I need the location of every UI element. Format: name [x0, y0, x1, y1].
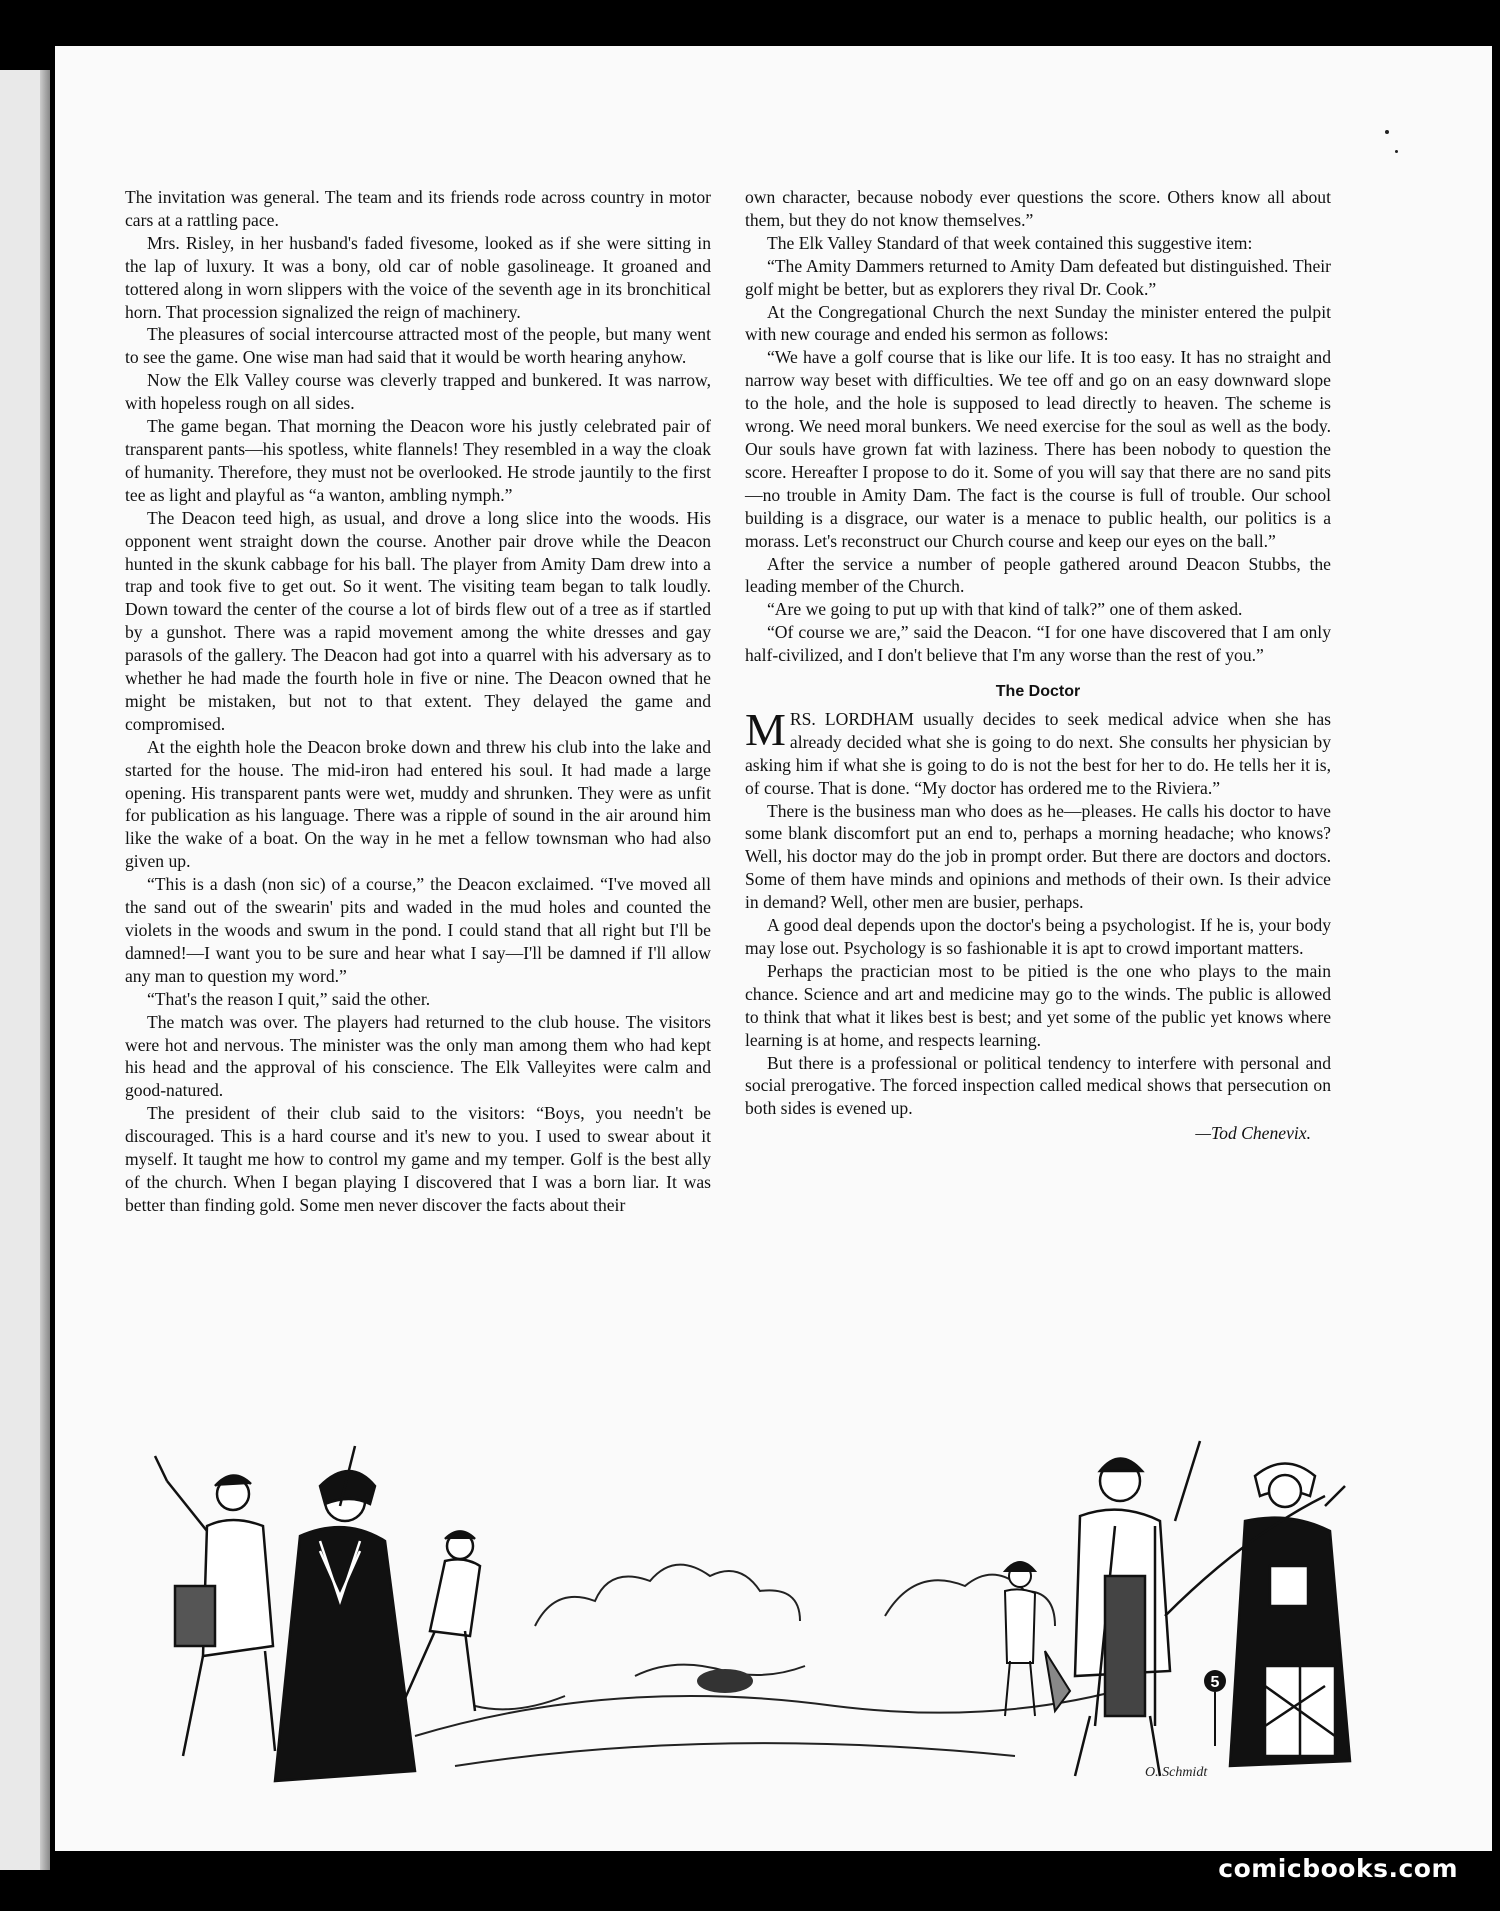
right-column: [745, 186, 1331, 1145]
golfer-man-left: [155, 1456, 275, 1756]
paragraph: But there is a professional or political tendency to interfere with personal and social prerogative. The forced inspection called medical shows that persecution on both sides is evened up.: [745, 1052, 1331, 1119]
paragraph: The Elk Valley Standard of that week contained this suggestive item:: [767, 232, 1253, 253]
speck: [1395, 150, 1398, 153]
paragraph: Now the Elk Valley course was cleverly trapped and bunkered. It was narrow, with hopeless rough on all sides.: [125, 370, 711, 414]
dropcap-paragraph-text: RS. LORDHAM usually decides to seek medical advice when she has already decided what she is going to do next. She consults her physician by asking him if what she is going to do is not the best for her to do. He tells her it is, of course. That is done. “My doctor has ordered me to the Riviera.”: [745, 708, 1331, 798]
paragraph: The Deacon teed high, as usual, and drove a long slice into the woods. His opponent went straight down the course. Another pair drove while the Deacon hunted in the skunk cabbage for his ball. The player from Amity Dam drew into a trap and took five to get out. So it went. The visiting team began to talk loudly. Down toward the center of the course a lot of birds flew out of a tree as if startled by a gunshot. There was a rapid movement among the white dresses and gay parasols of the gallery. The Deacon had got into a quarrel with his adversary as to whether he had made the fourth hole in five or nine. The Deacon owned that he might be mistaken, but not to that extent. They delayed the game and compromised.: [125, 507, 711, 734]
drop-cap: M: [745, 703, 786, 755]
left-column: [125, 186, 711, 1217]
magazine-page: [55, 46, 1492, 1851]
artist-signature: O. Schmidt: [1145, 1765, 1208, 1780]
paragraph: “We have a golf course that is like our life. It is too easy. It has no straight and narrow way beset with difficulties. We tee off and go on an easy downward slope to the hole, and the hole is supposed to lead directly to heaven. The scheme is wrong. We need moral bunkers. We need exercise for the soul as well as the body. Our souls have grown fat with laziness. There has been nobody to question the score. Hereafter I propose to do it. Some of you will say that there are no sand pits—no trouble in Amity Dam. The fact is the course is full of trouble. Our school building is a disgrace, our water is a menace to public health, our politics is a morass. Let's reconstruct our Church course and keep our eyes on the ball.”: [745, 347, 1331, 551]
hole-flag: [1204, 1670, 1226, 1746]
paragraph: own character, because nobody ever questions the score. Others know all about them, but they do not know themselves.”: [745, 187, 1331, 230]
paragraph: “Are we going to put up with that kind of talk?” one of them asked.: [767, 599, 1243, 620]
paragraph: Mrs. Risley, in her husband's faded fivesome, looked as if she were sitting in the lap of luxury. It was a bony, old car of noble gasolineage. It groaned and tottered along in worn slippers with the voice of the seventh age in its bronchitical horn. That procession signalized the reign of machinery.: [125, 232, 711, 322]
paragraph: At the eighth hole the Deacon broke down and threw his club into the lake and started for the house. The mid-iron had entered his soul. It had made a large opening. His transparent pants were wet, muddy and shrunken. They were as unfit for publication as his language. There was a ripple of sound in the air around him like the wake of a boat. On the way in he met a fellow townsman who had also given up.: [125, 736, 711, 872]
section-heading: The Doctor: [995, 683, 1081, 701]
paragraph: “Of course we are,” said the Deacon. “I for one have discovered that I am only half-civilized, and I don't believe that I'm any worse than the rest of you.”: [745, 622, 1331, 666]
golfer-woman-right: [1165, 1464, 1350, 1767]
paragraph: At the Congregational Church the next Sunday the minister entered the pulpit with new courage and ended his sermon as follows:: [745, 301, 1331, 345]
watermark: comicbooks.com: [1218, 1854, 1458, 1883]
caddie-boy: [395, 1532, 480, 1722]
author-signature: —Tod Chenevix.: [1195, 1123, 1311, 1144]
paragraph: The game began. That morning the Deacon wore his justly celebrated pair of transparent pants—his spotless, white flannels! They resembled in a way the cloak of humanity. Therefore, they must not be overlooked. He strode jauntily to the first tee as light and playful as “a wanton, ambling nymph.”: [125, 416, 711, 505]
distant-golfer: [1005, 1562, 1070, 1716]
paragraph: The president of their club said to the visitors: “Boys, you needn't be discouraged. This is a hard course and it's new to you. I used to swear about it myself. It taught me how to control my game and my temper. Golf is the best ally of the church. When I began playing I discovered that I was a born liar. It was better than finding gold. Some men never discover the facts about their: [125, 1103, 711, 1215]
paragraph: Perhaps the practician most to be pitied is the one who plays to the main chance. Science and art and medicine may go to the winds. The public is allowed to think that what it likes best is best; and yet some of the public yet knows where learning is at home, and respects learning.: [745, 960, 1331, 1050]
paragraph: A good deal depends upon the doctor's being a psychologist. If he is, your body may lose out. Psychology is so fashionable it is apt to crowd important matters.: [745, 915, 1331, 958]
paragraph: The invitation was general. The team and its friends rode across country in motor cars at a rattling pace.: [125, 187, 711, 230]
golf-illustration: [115, 1436, 1415, 1796]
golfer-man-right: [1075, 1441, 1200, 1776]
left-page-edge: [0, 70, 50, 1870]
paragraph: After the service a number of people gathered around Deacon Stubbs, the leading member of the Church.: [745, 553, 1331, 597]
paragraph: There is the business man who does as he—pleases. He calls his doctor to have some blank discomfort put an end to, perhaps a morning headache; who knows? Well, his doctor may do the job in prompt order. But there are doctors and doctors. Some of them have minds and opinions and methods of their own. Is their advice in demand? Well, other men are busier, perhaps.: [745, 800, 1331, 913]
paragraph: The pleasures of social intercourse attracted most of the people, but many went to see the game. One wise man had said that it would be worth hearing anyhow.: [125, 324, 711, 368]
paragraph: The match was over. The players had returned to the club house. The visitors were hot and nervous. The minister was the only man among them who had kept his head and the approval of his conscience. The Elk Valleyites were calm and good-natured.: [125, 1011, 711, 1101]
paragraph: “This is a dash (non sic) of a course,” the Deacon exclaimed. “I've moved all the sand out of the swearin' pits and waded in the mud holes and counted the violets in the woods and swum in the pond. I could stand that all right but I'll be damned!—I want you to be sure and hear what I say—I'll be damned if I'll allow any man to question my word.”: [125, 874, 711, 986]
dropcap-paragraph: [745, 703, 1331, 800]
flag-number: 5: [1210, 1674, 1220, 1691]
golfer-woman-left: [275, 1446, 415, 1781]
paragraph: “The Amity Dammers returned to Amity Dam defeated but distinguished. Their golf might be better, but as explorers they rival Dr. Cook.”: [745, 255, 1331, 299]
paragraph: “That's the reason I quit,” said the other.: [147, 988, 431, 1009]
speck: [1385, 130, 1389, 134]
